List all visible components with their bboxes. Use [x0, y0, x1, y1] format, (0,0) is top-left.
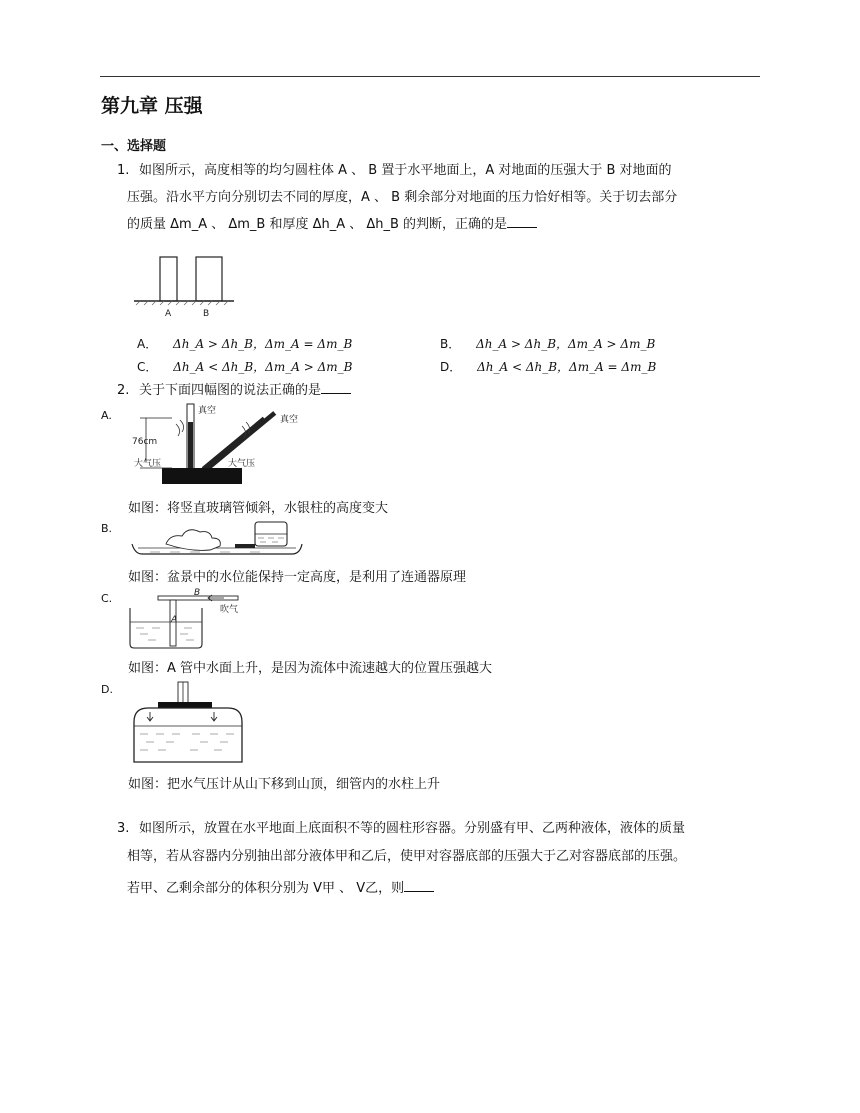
question-2: [117, 377, 351, 404]
question-3-line-3: 若甲、乙剩余部分的体积分别为 V甲 、 V乙，则: [127, 881, 405, 896]
option-c[interactable]: [137, 358, 352, 375]
item-d-caption: 如图：把水气压计从山下移到山顶，细管内的水柱上升: [128, 777, 441, 792]
question-number: 3.: [117, 821, 130, 836]
question-number: 1.: [117, 163, 130, 178]
answer-blank[interactable]: [507, 213, 537, 228]
question-3-line-1: 如图所示，放置在水平地面上底面积不等的圆柱形容器。分别盛有甲、乙两种液体，液体的质量: [139, 821, 686, 836]
option-label: A．: [137, 337, 158, 351]
option-b[interactable]: [440, 335, 655, 352]
q1-figure: [130, 255, 240, 317]
item-a-caption: 如图：将竖直玻璃管倾斜，水银柱的高度变大: [128, 501, 389, 516]
fig-text-height: 76cm: [132, 437, 158, 447]
label-a: A: [165, 309, 172, 319]
item-d-label[interactable]: D.: [101, 683, 113, 696]
question-1-line-2: 压强。沿水平方向分别切去不同的厚度，A 、 B 剩余部分对地面的压力恰好相等。关于切去部分: [127, 190, 678, 205]
barometer-figure: [130, 680, 248, 768]
question-3: [117, 815, 767, 903]
blowing-figure: [128, 588, 248, 648]
question-1-line-1: 如图所示，高度相等的均匀圆柱体 A 、 B 置于水平地面上，A 对地面的压强大于 B 对地面的: [139, 163, 672, 178]
label-b: B: [203, 309, 210, 319]
fig-text-atm-2: 大气压: [228, 459, 256, 469]
fig-text-blow: 吹气: [220, 605, 239, 615]
fig-text-vacuum-2: 真空: [280, 415, 299, 425]
question-1-line-3: 的质量 Δm_A 、 Δm_B 和厚度 Δh_A 、 Δh_B 的判断，正确的是: [127, 217, 508, 232]
fig-text-vacuum-1: 真空: [198, 406, 217, 416]
item-c-caption: [128, 657, 492, 676]
answer-blank[interactable]: [404, 877, 434, 892]
question-number: 2.: [117, 383, 130, 398]
fig-text-atm-1: 大气压: [134, 459, 162, 469]
option-d[interactable]: [440, 358, 656, 375]
chapter-title: 第九章 压强: [101, 95, 203, 117]
item-c-caption-text: 如图：A 管中水面上升，是因为流体中流速越大的位置压强越大: [128, 661, 493, 676]
item-b-label[interactable]: B.: [101, 522, 113, 535]
question-3-line-2: 相等，若从容器内分别抽出部分液体甲和乙后，使甲对容器底部的压强大于乙对容器底部的压强。: [127, 849, 687, 864]
option-label: B．: [440, 337, 461, 351]
fig-text-b: B: [194, 588, 201, 598]
question-2-stem: 关于下面四幅图的说法正确的是: [139, 383, 322, 398]
top-rule: [100, 76, 760, 77]
torricelli-figure: [132, 402, 317, 492]
option-text: Δh_A > Δh_B，Δm_A = Δm_B: [173, 337, 353, 351]
answer-blank[interactable]: [321, 379, 351, 394]
bonsai-figure: [130, 518, 305, 560]
item-b-caption: 如图：盆景中的水位能保持一定高度，是利用了连通器原理: [128, 570, 467, 585]
item-a-label[interactable]: A.: [101, 409, 112, 422]
option-label: C．: [137, 360, 158, 374]
section-title: 一、选择题: [101, 139, 167, 154]
option-label: D．: [440, 360, 462, 374]
option-text: Δh_A < Δh_B，Δm_A > Δm_B: [173, 360, 353, 374]
item-c-label[interactable]: C.: [101, 592, 113, 605]
fig-text-a: A: [171, 615, 178, 625]
cylinder-a: [160, 257, 177, 301]
question-1: [117, 157, 767, 238]
cylinder-b: [196, 257, 222, 301]
option-a[interactable]: [137, 335, 352, 352]
option-text: Δh_A < Δh_B，Δm_A = Δm_B: [477, 360, 657, 374]
option-text: Δh_A > Δh_B，Δm_A > Δm_B: [476, 337, 656, 351]
